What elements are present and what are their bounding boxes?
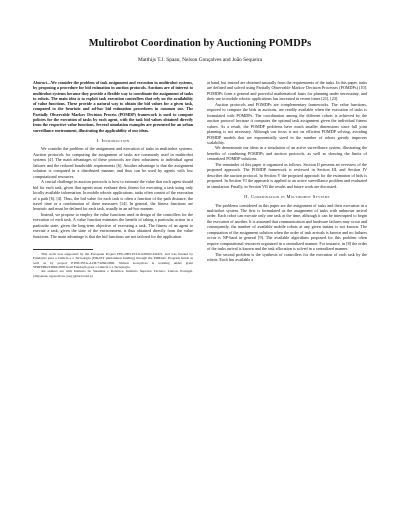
footnote-affiliation: All authors are with Instituto de Sistemas e Robótica, Instituto Superior Técnico, Lisbon, Portugal. {mtjspaan, ngoncalves, jseq}@isr.ist.utl.pt: [33, 269, 193, 278]
intro-paragraph-1: We consider the problem of the assignment and execution of tasks in multirobot systems. Auction protocols for computing the assignment of tasks are commonly used in multirobot systems [4]. The main advantages of these protocols are their robustness to individual agent failures and the reduced bandwidth requirements [6]. Another advantage is that the assignment solution is computed in a distributed manner, and thus can be used by agents with low computational resources.: [33, 146, 193, 179]
intro-paragraph-7: The remainder of this paper is organized as follows. Section II presents an overview of the proposed approach. The POMDP framework is reviewed in Section III, and Section IV describes the auction protocol. In Section V the proposed approach for the estimation of bids is proposed. In Section VI the approach is applied to an active surveillance problem and evaluated in simulation. Finally, in Section VII the results and future work are discussed.: [207, 161, 367, 189]
section-heading-introduction: I. Introduction: [96, 137, 130, 143]
intro-paragraph-2: A crucial challenge in auction protocols is how to estimate the value that each agent should bid for each task, given that agents must evaluate their fitness for executing a task using only locally available information. In mobile robotic applications, tasks often consist of the execution of a path [6], [4]. Thus, the bid value for each task is often a function of the path distance, the travel time or a combination of these measures [14]. In general, the fitness functions are heuristic and must be defined for each task, usually in an ad-hoc manner.: [33, 179, 193, 212]
section-heading-coordination: II. Coordination in Multirobot Systems: [244, 194, 330, 200]
intro-paragraph-4: at hand, but instead are obtained naturally from the requirements of the tasks. In this paper, tasks are defined and solved using Partially Observable Markov Decision Processes (POMDPs) [10]. POMDPs form a general and powerful mathematical basis for planning under uncertainty, and their use in mobile robotic applications has increased in recent times [21], [23].: [207, 80, 368, 102]
section2-paragraph-2: The second problem is the synthesis of controllers for the execution of each task by the robots. Each has available a: [207, 251, 367, 263]
abstract-text: —We consider the problem of task assignment and execution in multirobot systems, by proposing a procedure for bid estimation in auction protocols. Auctions are of interest to multirobot systems because they provide a flexible way to coordinate the assignment of tasks to robots. The main idea is to exploit task execution controllers that rely on the availability of value functions. These provide a natural way to obtain the bid values for a given task, compared to the heuristic and ad-hoc bid estimation procedures in common use. The Partially Observable Markov Decision Process (POMDP) framework is used to compute policies for the execution of tasks by each agent, with the task bid values obtained directly from the respective value functions. Several simulation examples are presented for an urban surveillance environment, illustrating the applicability of our ideas.: [33, 80, 193, 133]
footnote-funding: This work was supported by the European Project FP6-2005-IST-6-045062-URUS, and was funded by Fundação para a Ciência e a Tecnologia (ISR/IST pluriannual funding) through the PIDDAC Program funds as well as by project PTDC/EEA-ACR/73266/2006. Nelson Gonçalves is working under grant SFRH/BD/23804/2005 from Fundação para a Ciência e a Tecnologia.: [33, 252, 193, 270]
intro-paragraph-3: Instead, we propose to employ the value functions used in design of the controllers for the execution of each task. A value function estimates the benefit of taking a particular action in a particular state, given the long-term objective of executing a task. The fitness of an agent to execute a task, given the state of the environment, is thus obtained directly from the value functions. The main advantage is that the bid functions are not tailored for the application: [33, 211, 193, 239]
intro-paragraph-6: We demonstrate our ideas in a simulation of an active surveillance system, illustrating the benefits of combining POMDPs and auction protocols, as well as showing the limits of centralized POMDP solutions.: [207, 145, 367, 162]
intro-paragraph-5: Auction protocols and POMDPs are complementary frameworks. The value functions, required to compute the bids in auctions, are readily available when the execution of tasks is formulated with POMDPs. The coordination among the different robots is achieved by the auction protocol because it computes the optimal task assignment given the individual fitness values. As a result, the POMDP problems have much smaller dimensions since full joint planning is not necessary. Although our focus is not on efficient POMDP solving, avoiding POMDP models that are exponentially sized in the number of robots greatly improves scalability.: [207, 101, 367, 145]
right-column: [207, 80, 367, 263]
paper-authors: Matthijs T.J. Spaan, Nelson Gonçalves and João Sequeira: [137, 57, 263, 63]
paper-title: Multirobot Coordination by Auctioning POMDPs: [88, 38, 312, 49]
abstract-lead: Abstract: [33, 80, 47, 85]
section2-paragraph-1: The problems considered in this paper are the assignment of tasks and their execution in a multirobot system. The first is formulated as the assignment of tasks with unknown arrival order. Each robot can execute only one task at the time, although it can be interrupted to begin the execution of another. It is assumed that communication and hardware failures may occur and consequently, the number of available mobile robots at any given instant is not known. The computation of the assignment solution when the order of task arrivals is known and no failures occur is NP-hard in general [9]. The available algorithms proposed for this problem often require computational resources organized in a centralized manner. For instance, in [8] the order of the tasks arrival is known and the task allocation is solved in a centralized manner.: [207, 202, 367, 252]
left-column: [33, 80, 193, 278]
abstract: [33, 80, 193, 133]
footnote-divider: [33, 249, 93, 250]
